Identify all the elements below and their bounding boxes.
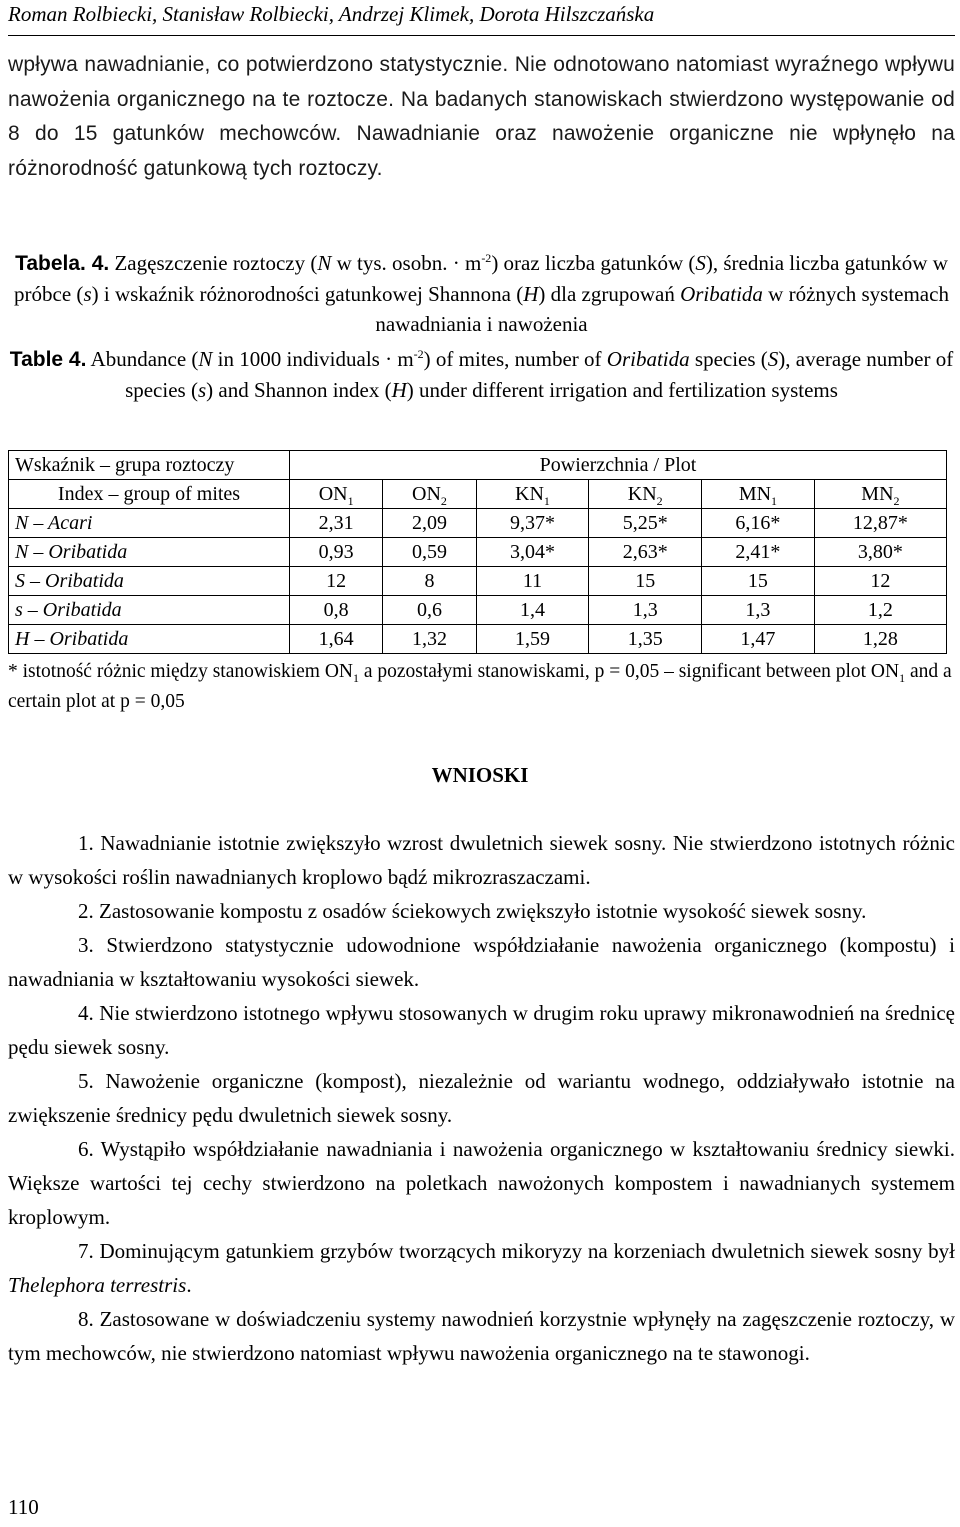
intro-paragraph: wpływa nawadnianie, co potwierdzono statystycznie. Nie odnotowano natomiast wyraźnego wpływu nawożenia organicznego na te roztocze. Na badanych stanowiskach stwierdzono występowanie od 8 do 15 gatunków mechowców. Nawadnianie oraz nawożenie organiczne nie wpłynęło na różnorodność gatunkową tych roztoczy. — [8, 53, 955, 180]
section-heading: WNIOSKI — [431, 763, 529, 787]
table-cell: 8 — [383, 567, 476, 596]
table-cell: 1,3 — [702, 596, 815, 625]
conclusion-item: 5. Nawożenie organiczne (kompost), niezależnie od wariantu wodnego, oddziaływało istotnie na zwiększenie średnicy pędu dwuletnich siewek sosny. — [8, 1069, 955, 1127]
table-cell: 5,25* — [589, 509, 702, 538]
caption-text: Abundance ( — [86, 347, 199, 371]
conclusion-item: 4. Nie stwierdzono istotnego wpływu stosowanych w drugim roku uprawy mikronawodnień na średnicę pędu siewek sosny. — [8, 1001, 955, 1059]
caption-label-en: Table 4. — [9, 348, 87, 371]
table-row — [9, 596, 947, 625]
table-cell: 0,93 — [290, 538, 383, 567]
conclusion-item: 1. Nawadnianie istotnie zwiększyło wzrost dwuletnich siewek sosny. Nie stwierdzono istotnych różnic w wysokości roślin nawadnianych kroplowo bądź mikrozraszaczami. — [8, 831, 955, 889]
header-index-pl: Wskaźnik – grupa roztoczy — [9, 451, 290, 480]
column-header — [476, 480, 589, 509]
running-header: Roman Rolbiecki, Stanisław Rolbiecki, Andrzej Klimek, Dorota Hilszczańska — [8, 0, 955, 36]
table-cell: 1,28 — [814, 625, 946, 654]
table-cell: 11 — [476, 567, 589, 596]
table-cell: 1,32 — [383, 625, 476, 654]
table-cell: 2,09 — [383, 509, 476, 538]
table-cell: 15 — [589, 567, 702, 596]
caption-label-pl: Tabela. 4. — [15, 252, 110, 275]
column-header-subscript: 1 — [771, 494, 778, 508]
conclusion-item: 2. Zastosowanie kompostu z osadów ściekowych zwiększyło istotnie wysokość siewek sosny. — [78, 899, 867, 923]
caption-var: H — [523, 282, 539, 306]
caption-text: in 1000 individuals · m — [212, 347, 414, 371]
column-header-base: KN — [627, 483, 657, 505]
row-label: s – Oribatida — [9, 596, 290, 625]
caption-text: Zagęszczenie roztoczy ( — [114, 251, 318, 275]
caption-var: N — [198, 347, 213, 371]
caption-text: ) dla zgrupowań — [538, 282, 681, 306]
table-cell: 1,4 — [476, 596, 589, 625]
table-cell: 1,2 — [814, 596, 946, 625]
table-row — [9, 567, 947, 596]
table-cell: 12,87* — [814, 509, 946, 538]
footnote-subscript: 1 — [352, 670, 359, 685]
table-cell: 0,59 — [383, 538, 476, 567]
table-caption-en — [8, 344, 955, 405]
table-caption-pl — [8, 248, 955, 339]
row-label: N – Oribatida — [9, 538, 290, 567]
conclusion-text: 7. Dominującym gatunkiem grzybów tworzących mikoryzy na korzeniach dwuletnich siewek sosny był — [78, 1239, 955, 1263]
caption-var: S — [695, 251, 706, 275]
table-cell: 2,63* — [589, 538, 702, 567]
row-label: N – Acari — [9, 509, 290, 538]
caption-text: ) and Shannon index ( — [206, 378, 392, 402]
table-cell: 15 — [702, 567, 815, 596]
table-row — [9, 625, 947, 654]
table-cell: 12 — [290, 567, 383, 596]
column-header — [589, 480, 702, 509]
column-header-base: MN — [738, 483, 772, 505]
caption-var: s — [83, 282, 92, 306]
column-header-base: KN — [515, 483, 544, 505]
table-column-header-row — [9, 480, 947, 509]
column-header-subscript: 1 — [347, 494, 354, 508]
header-plot: Powierzchnia / Plot — [290, 451, 947, 480]
species-name: Thelephora terrestris — [8, 1273, 187, 1297]
column-header-subscript: 2 — [440, 494, 447, 508]
table-cell: 9,37* — [476, 509, 589, 538]
conclusion-text: . — [186, 1273, 192, 1297]
table-cell: 0,8 — [290, 596, 383, 625]
conclusion-item — [8, 1234, 955, 1302]
page-number: 110 — [8, 1495, 39, 1519]
caption-text: w tys. osobn. · m — [331, 251, 482, 275]
table-cell: 1,64 — [290, 625, 383, 654]
column-header — [290, 480, 383, 509]
footnote-text: and a certain plot at p = 0,05 — [8, 661, 952, 712]
caption-text: ) of mites, number of — [423, 347, 607, 371]
column-header-base: MN — [861, 483, 894, 505]
caption-text: species ( — [689, 347, 768, 371]
caption-taxon: Oribatida — [680, 282, 763, 306]
caption-text: ), średnia liczba gatunków w próbce ( — [14, 251, 948, 306]
caption-var: S — [767, 347, 779, 371]
footnote-text: * istotność różnic między stanowiskiem ON — [8, 661, 353, 682]
caption-text: ) i wskaźnik różnorodności gatunkowej Shannona ( — [91, 282, 524, 306]
column-header — [383, 480, 476, 509]
caption-text: w różnych systemach nawadniania i nawożenia — [375, 282, 949, 336]
table-cell: 1,3 — [589, 596, 702, 625]
footnote-subscript: 1 — [899, 670, 906, 685]
table-cell: 2,41* — [702, 538, 815, 567]
column-header — [702, 480, 815, 509]
caption-var: s — [197, 378, 207, 402]
table-cell: 6,16* — [702, 509, 815, 538]
header-index-en: Index – group of mites — [9, 480, 290, 509]
table-cell: 0,6 — [383, 596, 476, 625]
caption-taxon: Oribatida — [606, 347, 690, 371]
caption-text: ) under different irrigation and fertilization systems — [406, 378, 838, 402]
row-label: H – Oribatida — [9, 625, 290, 654]
table-cell: 2,31 — [290, 509, 383, 538]
table-header-row — [9, 451, 947, 480]
conclusion-item: 3. Stwierdzono statystycznie udowodnione współdziałanie nawożenia organicznego (kompostu) i nawadniania w kształtowaniu wysokości siewek. — [8, 933, 955, 991]
table-row — [9, 538, 947, 567]
conclusions-list — [8, 826, 955, 1370]
conclusion-item: 6. Wystąpiło współdziałanie nawadniania i nawożenia organicznego w kształtowaniu średnicy siewki. Większe wartości tej cechy stwierdzono na poletkach nawożonych kompostem i nawadnianych systemem kroplowym. — [8, 1137, 955, 1229]
footnote-text: a pozostałymi stanowiskami, p = 0,05 – significant between plot ON — [358, 661, 900, 682]
table-cell: 1,47 — [702, 625, 815, 654]
caption-var: H — [391, 378, 407, 402]
column-header-subscript: 2 — [656, 494, 663, 508]
table-cell: 3,04* — [476, 538, 589, 567]
table-cell: 1,35 — [589, 625, 702, 654]
table-cell: 3,80* — [814, 538, 946, 567]
column-header-subscript: 1 — [543, 494, 550, 508]
caption-text: ) oraz liczba gatunków ( — [491, 251, 696, 275]
conclusion-item: 8. Zastosowane w doświadczeniu systemy nawodnień korzystnie wpłynęły na zagęszczenie roztoczy, w tym mechowców, nie stwierdzono natomiast wpływu nawożenia organicznego na te stawonogi. — [8, 1307, 955, 1365]
caption-exponent: -2 — [413, 347, 424, 361]
column-header-base: ON — [318, 483, 348, 505]
caption-var: N — [317, 251, 332, 275]
row-label: S – Oribatida — [9, 567, 290, 596]
mites-table — [8, 450, 947, 654]
table-row — [9, 509, 947, 538]
table-cell: 12 — [814, 567, 946, 596]
caption-exponent: -2 — [481, 251, 492, 265]
caption-text: ), average number of species ( — [125, 347, 954, 402]
table-cell: 1,59 — [476, 625, 589, 654]
column-header — [814, 480, 946, 509]
table-footnote — [8, 657, 955, 717]
column-header-subscript: 2 — [893, 494, 900, 508]
column-header-base: ON — [412, 483, 441, 505]
